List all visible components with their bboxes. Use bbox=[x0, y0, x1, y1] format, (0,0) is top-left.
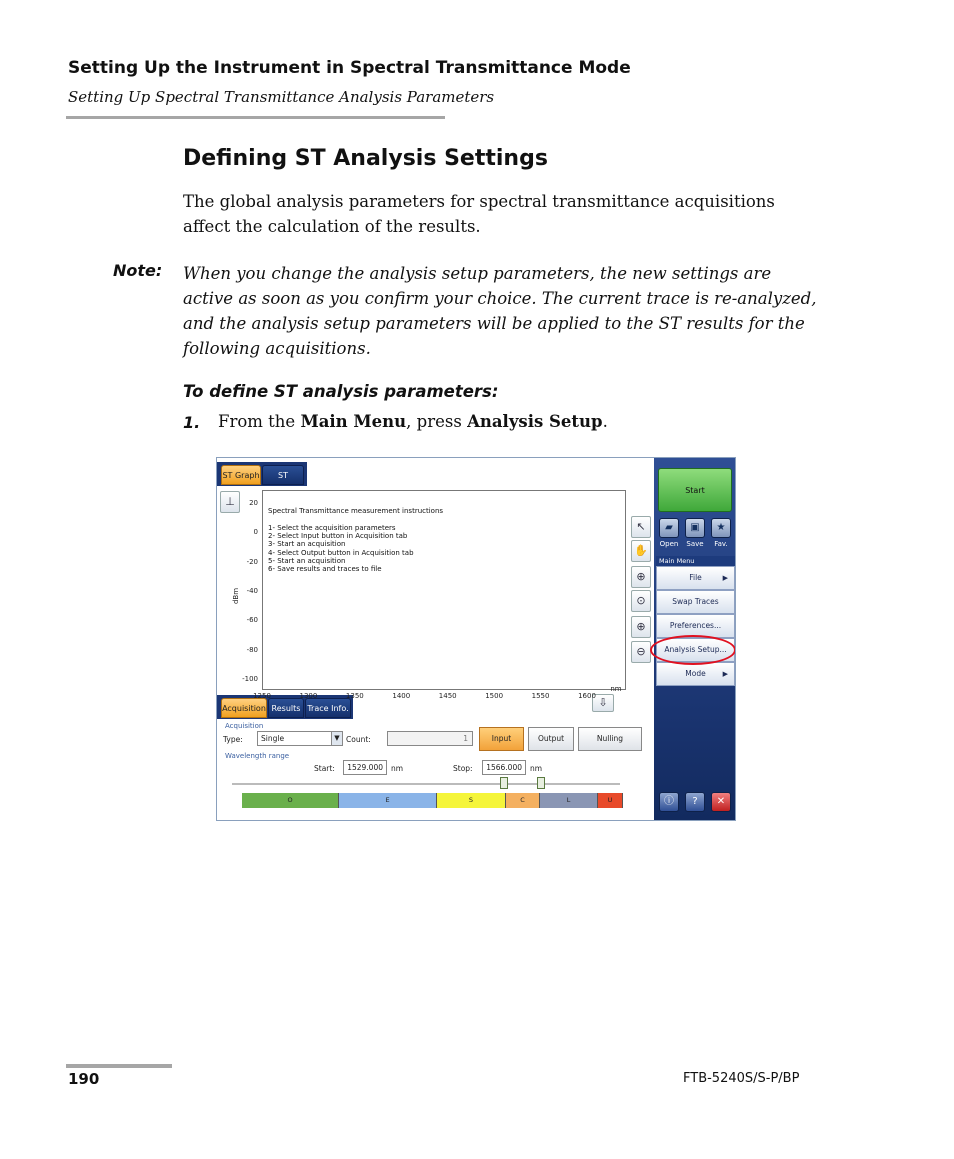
range-stop-handle[interactable] bbox=[537, 777, 545, 789]
nulling-button[interactable]: Nulling bbox=[578, 727, 642, 751]
step-number: 1. bbox=[183, 413, 201, 432]
help-icon[interactable]: ? bbox=[685, 792, 705, 812]
highlight-circle bbox=[650, 635, 736, 665]
save-label: Save bbox=[686, 540, 704, 548]
save-disk-icon[interactable]: ▣ bbox=[685, 518, 705, 538]
stop-label: Stop: bbox=[453, 764, 473, 773]
running-header-title: Setting Up the Instrument in Spectral Transmittance Mode bbox=[68, 58, 631, 78]
note-label: Note: bbox=[113, 261, 163, 280]
band-c: C bbox=[506, 793, 540, 808]
collapse-down-icon[interactable]: ⇩ bbox=[592, 694, 614, 712]
arrow-right-icon: ▶ bbox=[722, 574, 728, 582]
tab-acquisition[interactable]: Acquisition bbox=[221, 698, 267, 718]
start-button[interactable]: Start bbox=[658, 468, 732, 512]
y-tick-label: -80 bbox=[246, 645, 258, 654]
range-start-handle[interactable] bbox=[500, 777, 508, 789]
acquisition-group-label: Acquisition bbox=[225, 722, 264, 730]
app-screenshot bbox=[216, 457, 736, 821]
fav-label: Fav. bbox=[714, 540, 728, 548]
input-button[interactable]: Input bbox=[479, 727, 524, 751]
output-button[interactable]: Output bbox=[528, 727, 574, 751]
menu-item-file[interactable]: File ▶ bbox=[656, 566, 735, 590]
x-tick-label: 1500 bbox=[485, 692, 504, 700]
main-menu-header: Main Menu bbox=[656, 556, 735, 566]
info-icon[interactable]: ⓘ bbox=[659, 792, 679, 812]
pan-hand-icon[interactable]: ✋ bbox=[631, 540, 651, 562]
pointer-icon[interactable]: ↖ bbox=[631, 516, 651, 538]
band-e: E bbox=[339, 793, 437, 808]
model-number: FTB-5240S/S-P/BP bbox=[683, 1071, 800, 1086]
marker-icon[interactable]: ⊥ bbox=[220, 491, 240, 513]
band-o: O bbox=[242, 793, 339, 808]
instruction-line: 6- Save results and traces to file bbox=[268, 565, 382, 573]
x-tick-label: 1450 bbox=[438, 692, 457, 700]
instruction-line: 2- Select Input button in Acquisition tab bbox=[268, 532, 408, 540]
instruction-line: 5- Start an acquisition bbox=[268, 557, 346, 565]
count-label: Count: bbox=[346, 735, 371, 744]
type-select[interactable]: Single ▼ bbox=[257, 731, 343, 746]
x-axis-unit: nm bbox=[610, 685, 622, 693]
range-slider-track[interactable] bbox=[232, 783, 620, 785]
zoom-in-icon[interactable]: ⊕ bbox=[631, 616, 651, 638]
instruction-line: 3- Start an acquisition bbox=[268, 540, 346, 548]
main-menu-pane bbox=[654, 458, 736, 821]
tab-trace-info[interactable]: Trace Info. bbox=[305, 698, 351, 718]
start-label: Start: bbox=[314, 764, 335, 773]
y-axis-label: dBm bbox=[232, 587, 240, 605]
menu-item-analysis-setup[interactable]: Analysis Setup... bbox=[656, 638, 735, 662]
main-menu-ref: Main Menu bbox=[300, 412, 407, 431]
tab-st-results[interactable]: ST bbox=[262, 465, 304, 485]
y-tick-label: -40 bbox=[246, 587, 258, 595]
header-rule bbox=[66, 116, 445, 119]
band-l: L bbox=[540, 793, 598, 808]
section-title: Defining ST Analysis Settings bbox=[183, 146, 548, 171]
tab-results[interactable]: Results bbox=[268, 698, 304, 718]
y-tick-label: -100 bbox=[242, 675, 258, 683]
analysis-setup-ref: Analysis Setup bbox=[467, 412, 603, 431]
x-tick-label: 1350 bbox=[345, 692, 364, 700]
zoom-area-icon[interactable]: ⊙ bbox=[631, 590, 651, 612]
close-icon[interactable]: ✕ bbox=[711, 792, 731, 812]
footer-rule bbox=[66, 1064, 172, 1068]
y-tick-label: -20 bbox=[246, 557, 258, 566]
open-folder-icon[interactable]: ▰ bbox=[659, 518, 679, 538]
tab-st-graph[interactable]: ST Graph bbox=[221, 465, 261, 485]
favorite-star-icon[interactable]: ★ bbox=[711, 518, 731, 538]
type-label: Type: bbox=[223, 735, 243, 744]
intro-paragraph: The global analysis parameters for spectral transmittance acquisitions affect the calculation of the results. bbox=[183, 192, 775, 236]
chevron-down-icon: ▼ bbox=[331, 732, 342, 745]
x-tick-label: 1250 bbox=[253, 692, 271, 700]
x-tick-label: 1550 bbox=[531, 692, 550, 700]
procedure-heading: To define ST analysis parameters: bbox=[183, 382, 499, 401]
open-label: Open bbox=[659, 540, 679, 548]
zoom-all-icon[interactable]: ⊕ bbox=[631, 566, 651, 588]
instruction-line: 4- Select Output button in Acquisition tab bbox=[268, 549, 414, 557]
step-text: From the Main Menu, press Analysis Setup. bbox=[218, 412, 608, 431]
st-plot[interactable] bbox=[262, 490, 626, 690]
page-number: 190 bbox=[68, 1070, 100, 1088]
count-field[interactable]: 1 bbox=[387, 731, 473, 746]
y-tick-label: 0 bbox=[253, 528, 258, 537]
wavelength-group-label: Wavelength range bbox=[225, 752, 290, 760]
arrow-right-icon: ▶ bbox=[722, 670, 728, 678]
x-tick-label: 1600 bbox=[578, 692, 596, 700]
start-wavelength-field[interactable]: 1529.000 bbox=[343, 760, 387, 775]
menu-item-preferences[interactable]: Preferences... bbox=[656, 614, 735, 638]
stop-unit: nm bbox=[530, 764, 543, 773]
x-tick-label: 1400 bbox=[392, 692, 411, 700]
note-text: When you change the analysis setup parameters, the new settings are active as soon as you confirm your choice. The current trace is re-analyzed, and the analysis setup parameters will be applied to the ST results for the following acquisitions. bbox=[183, 264, 817, 358]
x-tick-label: 1300 bbox=[299, 692, 318, 700]
menu-item-swap-traces[interactable]: Swap Traces bbox=[656, 590, 735, 614]
y-tick-label: -60 bbox=[246, 616, 258, 625]
zoom-out-icon[interactable]: ⊖ bbox=[631, 641, 651, 663]
instructions-title: Spectral Transmittance measurement instructions bbox=[268, 507, 444, 515]
menu-item-mode[interactable]: Mode ▶ bbox=[656, 662, 735, 686]
start-unit: nm bbox=[391, 764, 404, 773]
instruction-line: 1- Select the acquisition parameters bbox=[268, 524, 396, 532]
band-u: U bbox=[598, 793, 623, 808]
running-header-subtitle: Setting Up Spectral Transmittance Analysis Parameters bbox=[68, 88, 495, 106]
y-tick-label: 20 bbox=[249, 499, 258, 507]
band-s: S bbox=[437, 793, 506, 808]
stop-wavelength-field[interactable]: 1566.000 bbox=[482, 760, 526, 775]
